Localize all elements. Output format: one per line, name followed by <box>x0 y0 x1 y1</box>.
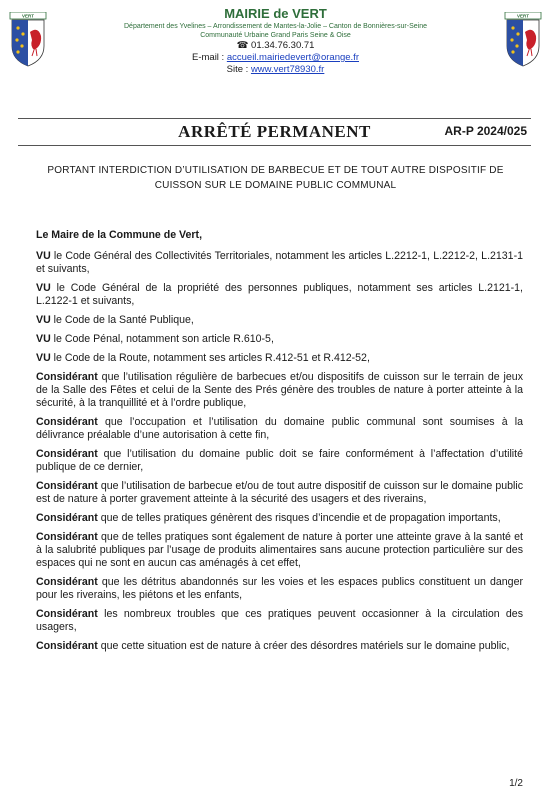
paragraph <box>36 371 523 410</box>
paragraph <box>36 333 523 346</box>
email-label: E-mail : <box>192 52 227 63</box>
phone-number: ☎ 01.34.76.30.71 <box>236 40 315 51</box>
paragraph-list <box>36 250 523 653</box>
paragraph <box>36 640 523 653</box>
paragraph-lead: VU <box>36 352 51 364</box>
paragraph <box>36 352 523 365</box>
paragraph-lead: Considérant <box>36 371 98 383</box>
paragraph-text: que l’utilisation du domaine public doit se faire conformément à l’affectation d’utilité publique de ce dernier, <box>36 448 523 473</box>
paragraph-text: le Code Général de la propriété des personnes publiques, notamment ses articles L.2121-1, L.2122-1 et suivants, <box>36 282 523 307</box>
svg-text:VERT: VERT <box>21 13 35 19</box>
decree-banner <box>18 118 531 146</box>
website-line <box>0 64 551 76</box>
paragraph-text: que les détritus abandonnés sur les voies et les espaces publics constituent un danger pour les riverains, les piétons et les enfants, <box>36 576 523 601</box>
paragraph-text: que l’occupation et l’utilisation du domaine public communal sont soumises à la délivrance préalable d’une autorisation à cette fin, <box>36 416 523 441</box>
paragraph <box>36 480 523 506</box>
paragraph-text: le Code de la Route, notamment ses articles R.412-51 et R.412-52, <box>50 352 370 364</box>
paragraph-lead: VU <box>36 314 51 326</box>
paragraph-text: que l’utilisation régulière de barbecues et/ou dispositifs de cuisson sur le terrain de jeux de la Salle des Fêtes et celui de la Sente des Prés génère des troubles de nature à porter atteinte à la sécurité, à la tranquillité et à l’ordre publique, <box>36 371 523 409</box>
paragraph-text: que de telles pratiques sont également de nature à porter une atteinte grave à la santé et à la salubrité publiques par l’usage de produits alimentaires sans aucune protection particulière sur des espaces qui ne sont en aucun cas aménagés à cet effet, <box>36 531 523 569</box>
paragraph-lead: VU <box>36 282 51 294</box>
paragraph <box>36 576 523 602</box>
paragraph-text: que l’utilisation de barbecue et/ou de tout autre dispositif de cuisson sur le domaine public est de nature à porter gravement atteinte à la sécurité des usagers et des riverains, <box>36 480 523 505</box>
paragraph-lead: Considérant <box>36 640 98 652</box>
paragraph-text: le Code Général des Collectivités Territoriales, notamment les articles L.2212-1, L.2212-2, L.2131-1 et suivants, <box>36 250 523 275</box>
decree-reference: AR-P 2024/025 <box>444 124 527 138</box>
paragraph-text: que de telles pratiques génèrent des risques d’incendie et de propagation importants, <box>97 512 501 524</box>
website-link[interactable]: www.vert78930.fr <box>250 64 325 75</box>
paragraph <box>36 448 523 474</box>
paragraph-text: les nombreux troubles que ces pratiques peuvent occasionner à la circulation des usagers, <box>36 608 523 633</box>
paragraph <box>36 608 523 634</box>
mairie-title: MAIRIE de VERT <box>224 6 327 21</box>
paragraph-text: que cette situation est de nature à créer des désordres matériels sur le domaine public, <box>97 640 510 652</box>
department-line: Département des Yvelines – Arrondissement de Mantes-la-Jolie – Canton de Bonnières-sur-Seine <box>124 23 427 30</box>
paragraph-lead: Considérant <box>36 512 98 524</box>
email-link[interactable]: accueil.mairiedevert@orange.fr <box>226 52 359 63</box>
paragraph <box>36 416 523 442</box>
decree-title: ARRÊTÉ PERMANENT <box>178 122 371 141</box>
paragraph-text: le Code Pénal, notamment son article R.610-5, <box>50 333 274 345</box>
paragraph <box>36 531 523 570</box>
paragraph-lead: Considérant <box>36 416 98 428</box>
page-number: 1/2 <box>509 778 523 789</box>
community-line: Communauté Urbaine Grand Paris Seine & Oise <box>200 32 351 39</box>
paragraph-lead: Considérant <box>36 608 98 620</box>
paragraph-text: le Code de la Santé Publique, <box>50 314 194 326</box>
intro-line: Le Maire de la Commune de Vert, <box>36 229 203 241</box>
paragraph <box>36 512 523 525</box>
paragraph-lead: Considérant <box>36 480 98 492</box>
website-label: Site : <box>226 64 251 75</box>
paragraph <box>36 314 523 327</box>
paragraph <box>36 250 523 276</box>
svg-text:VERT: VERT <box>516 13 530 19</box>
paragraph-lead: Considérant <box>36 448 98 460</box>
paragraph <box>36 282 523 308</box>
email-line <box>0 52 551 64</box>
paragraph-lead: VU <box>36 333 51 345</box>
paragraph-lead: Considérant <box>36 576 98 588</box>
decree-subject: PORTANT INTERDICTION D’UTILISATION DE BARBECUE ET DE TOUT AUTRE DISPOSITIF DE CUISSON SUR LE DOMAINE PUBLIC COMMUNAL <box>47 165 504 191</box>
letterhead <box>0 6 551 76</box>
paragraph-lead: VU <box>36 250 51 262</box>
paragraph-lead: Considérant <box>36 531 98 543</box>
decree-body <box>36 229 523 659</box>
